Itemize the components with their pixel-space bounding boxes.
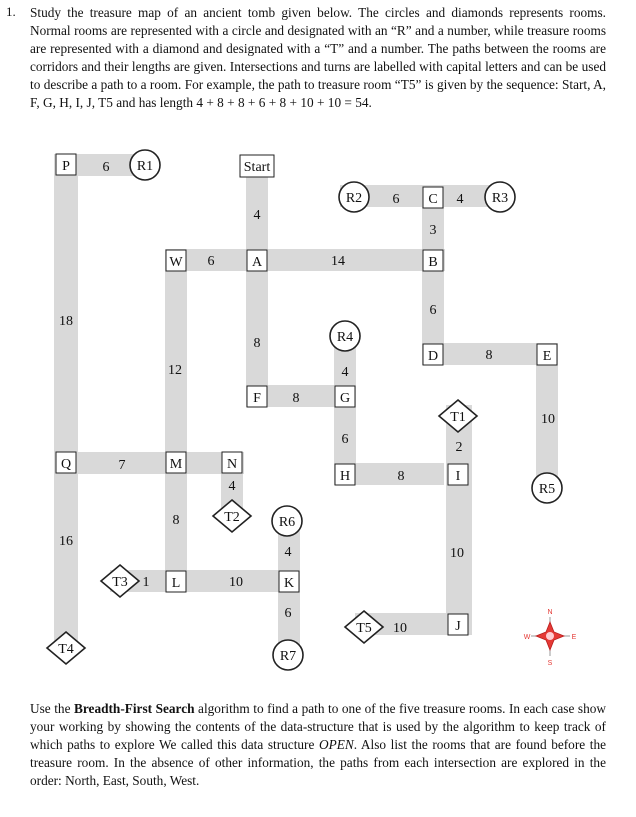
length-d-e: 8 <box>485 348 493 363</box>
room-r7-label: R7 <box>279 649 297 664</box>
room-r6-label: R6 <box>278 515 296 530</box>
corridor-start-f <box>246 165 268 405</box>
corridor-w-l <box>165 250 187 582</box>
node-w-label: W <box>169 255 183 270</box>
length-p-q: 18 <box>59 314 73 329</box>
node-n <box>222 452 242 473</box>
treasure-t4 <box>47 632 85 664</box>
treasure-t4-label: T4 <box>58 642 74 657</box>
node-d <box>423 344 443 365</box>
instructions-text-1: Use the <box>30 701 75 716</box>
length-c-b: 3 <box>429 223 437 238</box>
node-f <box>247 386 267 407</box>
length-r4-g: 4 <box>341 365 349 380</box>
node-a-label: A <box>251 255 263 270</box>
treasure-t3 <box>101 565 139 597</box>
node-k-label: K <box>283 576 295 591</box>
room-r4-label: R4 <box>336 330 354 345</box>
compass-n: N <box>547 609 553 616</box>
node-p <box>56 154 76 175</box>
length-t3-l: 1 <box>142 575 150 590</box>
room-r3-label: R3 <box>491 191 509 206</box>
room-r2 <box>339 182 369 212</box>
node-m <box>166 452 186 473</box>
length-q-m: 7 <box>118 458 126 473</box>
room-r2-label: R2 <box>345 191 363 206</box>
length-h-i: 8 <box>397 469 405 484</box>
treasure-t5-label: T5 <box>356 621 372 636</box>
node-p-label: P <box>62 159 70 174</box>
length-t5-j: 10 <box>393 621 407 636</box>
corridor-c-d <box>422 190 444 365</box>
treasure-t2 <box>213 500 251 532</box>
node-h <box>335 464 355 485</box>
room-r3 <box>485 182 515 212</box>
length-r2-c: 6 <box>392 192 400 207</box>
length-start-a: 4 <box>253 208 261 223</box>
length-p-r1: 6 <box>102 160 110 175</box>
node-l-label: L <box>171 576 181 591</box>
room-r5-label: R5 <box>538 482 556 497</box>
node-c <box>423 187 443 208</box>
question-instructions <box>30 700 606 790</box>
room-r4 <box>330 321 360 351</box>
length-r6-k: 4 <box>284 545 292 560</box>
node-c-label: C <box>428 192 438 207</box>
length-g-h: 6 <box>341 432 349 447</box>
node-a <box>247 250 267 271</box>
question-intro: Study the treasure map of an ancient tomb given below. The circles and diamonds represents rooms. Normal rooms are represented with a circle and designated with an “R” and a number, while treasure rooms are represented with a diamond and designated with a “T” and a number. The paths between the rooms are corridors and their lengths are given. Intersections and turns are labelled with capital letters and can be used to describe a path to a room. For example, the path to treasure room “T5” is given by the sequence: Start, A, F, G, H, I, J, T5 and has length 4 + 8 + 8 + 6 + 8 + 10 + 10 = 54. <box>30 5 606 110</box>
length-a-f: 8 <box>253 336 261 351</box>
start-label: Start <box>243 160 271 175</box>
length-n-t2: 4 <box>228 479 236 494</box>
node-b <box>423 250 443 271</box>
length-k-r7: 6 <box>284 606 292 621</box>
start-node <box>240 155 274 177</box>
length-i-j: 10 <box>450 546 464 561</box>
node-q-label: Q <box>60 457 72 472</box>
room-r7 <box>273 640 303 670</box>
treasure-t2-label: T2 <box>224 510 240 525</box>
instructions-italic: OPEN <box>319 737 354 752</box>
question-number: 1. <box>6 4 16 19</box>
length-c-r3: 4 <box>456 192 464 207</box>
node-m-label: M <box>169 457 183 472</box>
corridor-q-n <box>54 452 244 474</box>
node-l <box>166 571 186 592</box>
length-t1-i: 2 <box>455 440 463 455</box>
node-e <box>537 344 557 365</box>
room-r1-label: R1 <box>136 159 154 174</box>
node-i <box>448 464 468 485</box>
instructions-text-3: . Also list the rooms that are found before the treasure room. In the absence of other information, the paths from each intersection are explored in the order: North, East, South, West. <box>30 737 607 788</box>
length-f-g: 8 <box>292 391 300 406</box>
node-k <box>279 571 299 592</box>
node-f-label: F <box>253 391 261 406</box>
compass-center <box>546 632 554 640</box>
room-r5 <box>532 473 562 503</box>
node-d-label: D <box>427 349 439 364</box>
length-b-d: 6 <box>429 303 437 318</box>
compass-s: S <box>547 660 553 667</box>
node-j <box>448 614 468 635</box>
length-q-t4: 16 <box>59 534 73 549</box>
length-e-r5: 10 <box>541 412 555 427</box>
node-h-label: H <box>339 469 351 484</box>
node-j-label: J <box>455 619 461 634</box>
node-g <box>335 386 355 407</box>
node-g-label: G <box>339 391 351 406</box>
room-r6 <box>272 506 302 536</box>
treasure-t3-label: T3 <box>112 575 128 590</box>
node-n-label: N <box>226 457 238 472</box>
compass-e: E <box>571 634 577 641</box>
length-a-b: 14 <box>331 254 345 269</box>
length-w-m: 12 <box>168 363 182 378</box>
length-l-k: 10 <box>229 575 243 590</box>
compass-icon <box>524 609 577 667</box>
node-i-label: I <box>455 469 461 484</box>
instructions-bold: Breadth-First Search <box>74 701 195 716</box>
room-r1 <box>130 150 160 180</box>
length-w-a: 6 <box>207 254 215 269</box>
node-e-label: E <box>542 349 552 364</box>
node-q <box>56 452 76 473</box>
corridor-p-t4 <box>54 168 78 654</box>
node-w <box>166 250 186 271</box>
instructions-text-2: algorithm to find a path to one of the five treasure rooms. In each case show your working by showing the contents of the data-structure that is used by the algorithm to keep track of which paths to explore We called this data structure <box>30 701 606 752</box>
length-m-l: 8 <box>172 513 180 528</box>
compass-w: W <box>523 634 531 641</box>
node-b-label: B <box>428 255 438 270</box>
treasure-t1-label: T1 <box>450 410 466 425</box>
